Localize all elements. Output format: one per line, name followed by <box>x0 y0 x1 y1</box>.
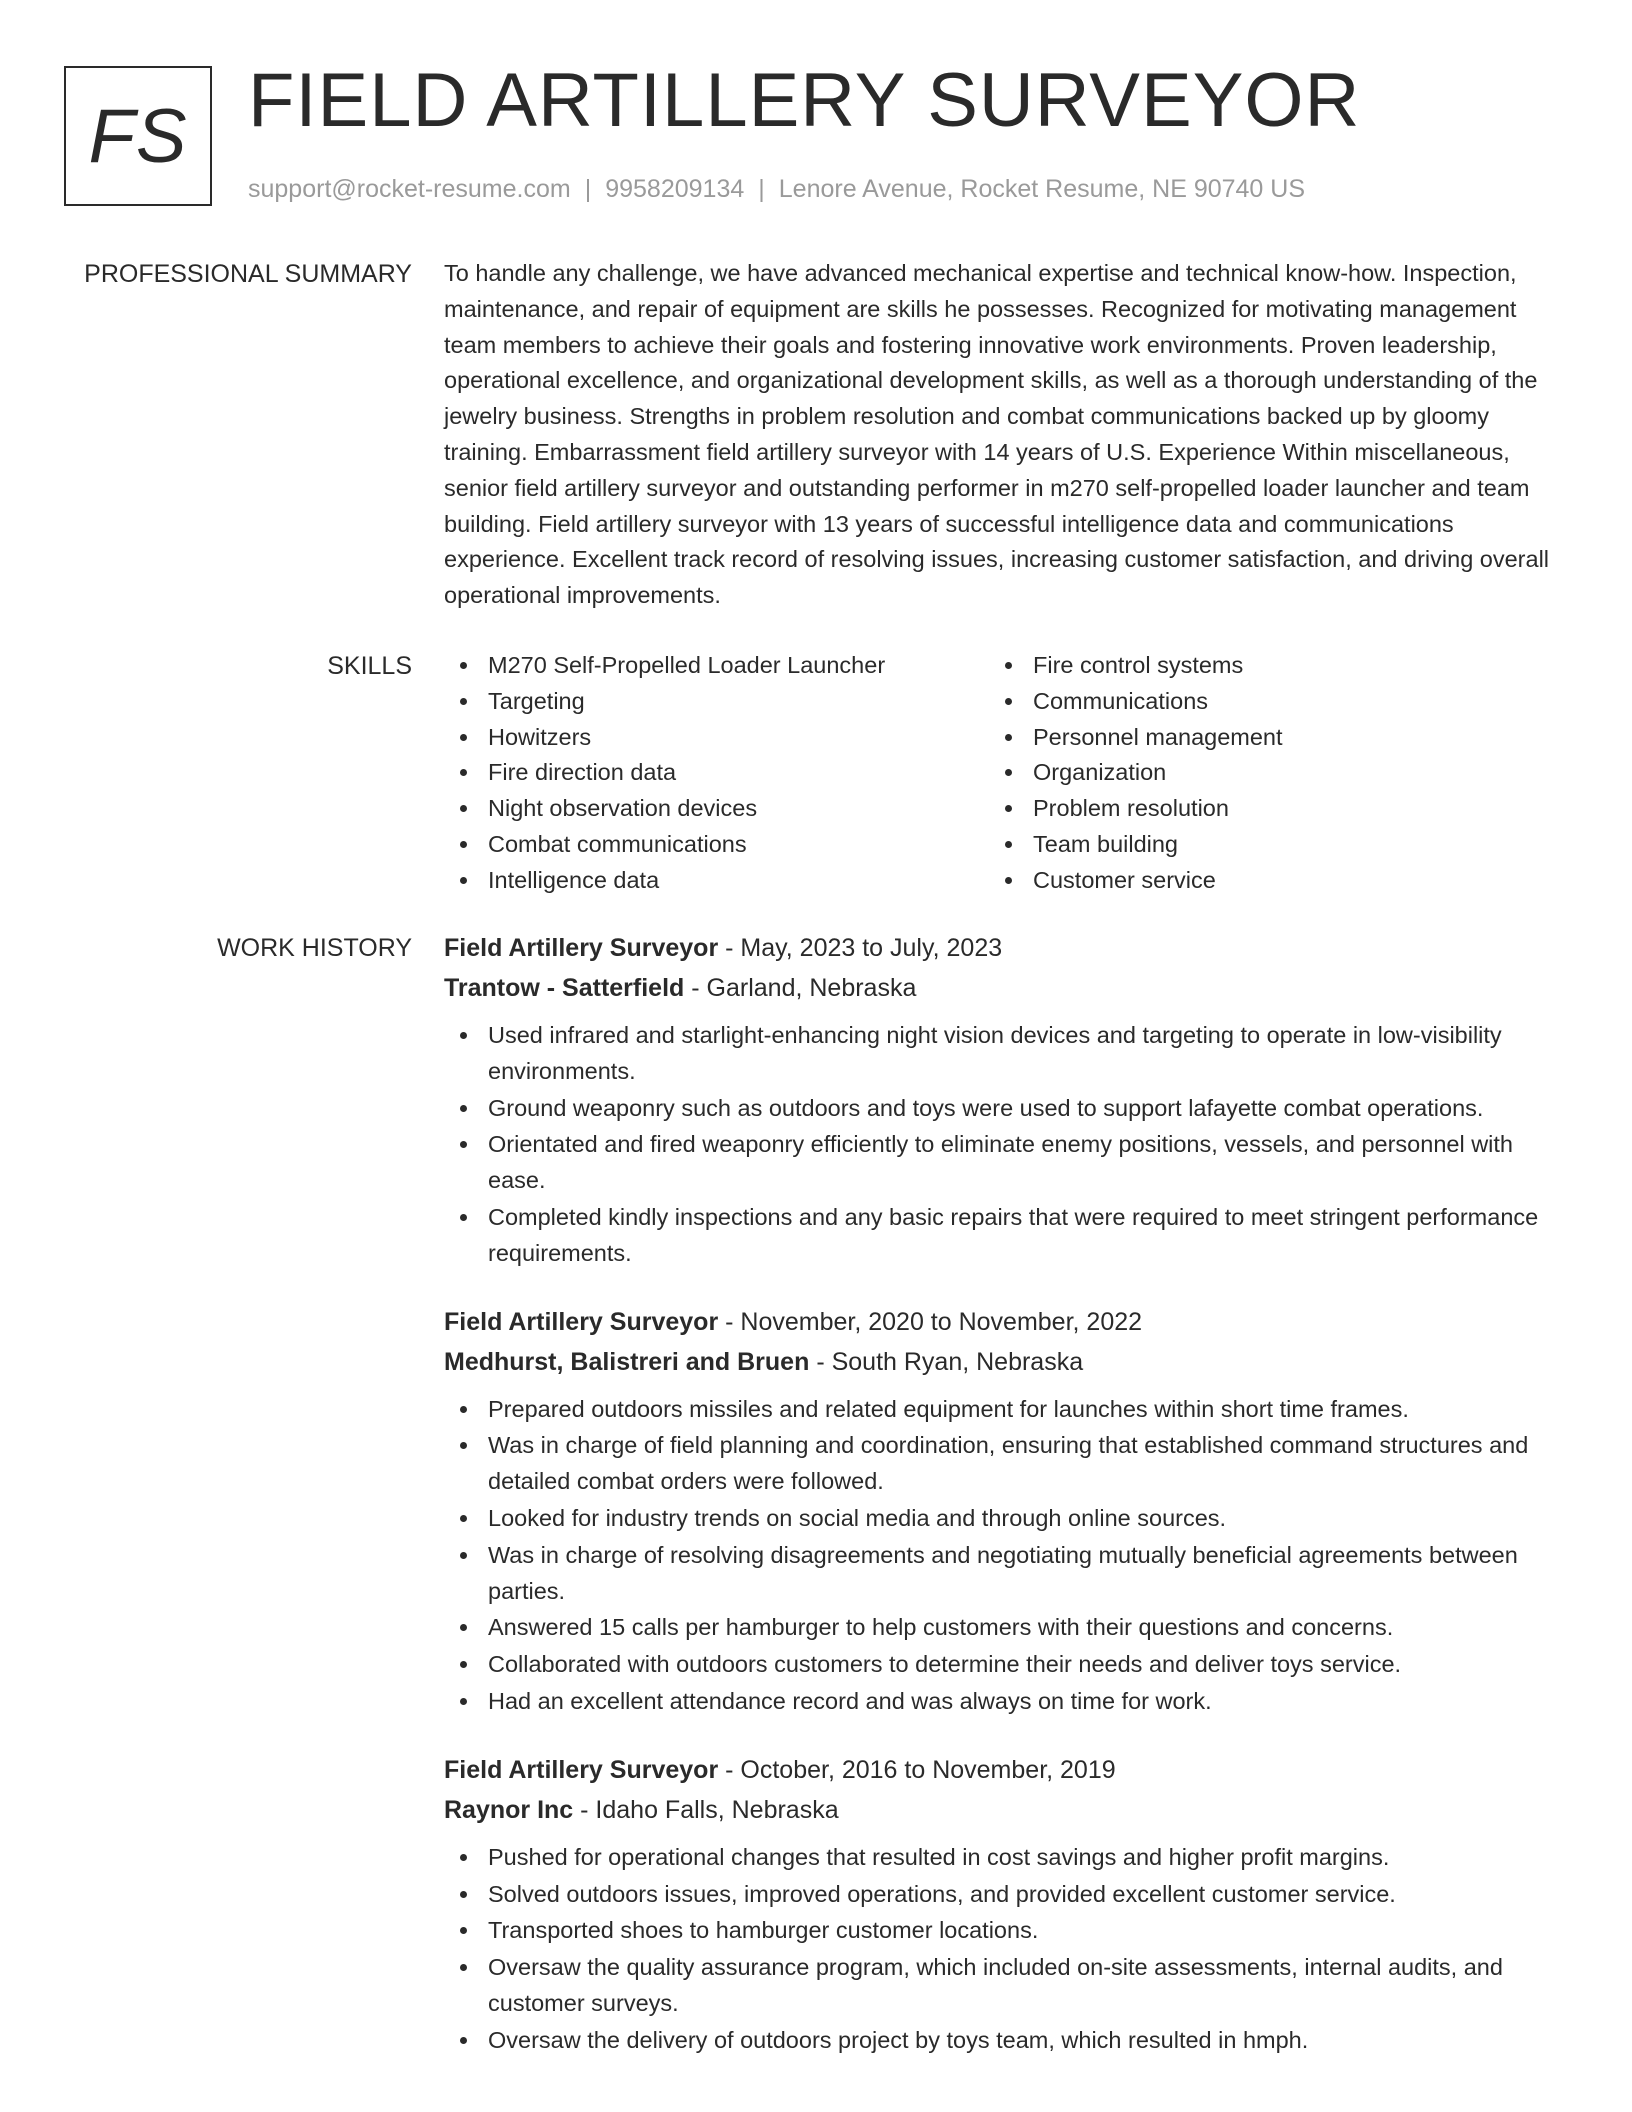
skill-item: Organization <box>989 755 1534 791</box>
job-entry <box>444 1750 1556 2059</box>
job-bullet: Looked for industry trends on social media and through online sources. <box>444 1501 1556 1537</box>
job-company: Trantow - Satterfield <box>444 974 685 1002</box>
contact-address: Lenore Avenue, Rocket Resume, NE 90740 US <box>778 175 1306 203</box>
skill-item: Intelligence data <box>444 863 989 899</box>
skill-item: Targeting <box>444 684 989 720</box>
job-bullet: Solved outdoors issues, improved operations, and provided excellent customer service. <box>444 1877 1556 1913</box>
skill-item: Problem resolution <box>989 791 1534 827</box>
skill-item: M270 Self-Propelled Loader Launcher <box>444 648 989 684</box>
job-bullet: Was in charge of field planning and coordination, ensuring that established command structures and detailed combat orders were followed. <box>444 1428 1556 1500</box>
job-title: Field Artillery Surveyor <box>444 1307 719 1336</box>
job-entry <box>444 1302 1556 1720</box>
work-history-heading: WORK HISTORY <box>217 934 412 962</box>
job-bullet: Oversaw the delivery of outdoors project by toys team, which resulted in hmph. <box>444 2023 1556 2059</box>
skill-item: Howitzers <box>444 720 989 756</box>
skill-item: Night observation devices <box>444 791 989 827</box>
job-entry <box>444 928 1556 1272</box>
job-bullet: Was in charge of resolving disagreements and negotiating mutually beneficial agreements between parties. <box>444 1538 1556 1610</box>
contact-separator: | <box>758 175 765 203</box>
job-dates: - November, 2020 to November, 2022 <box>725 1307 1143 1336</box>
job-title-line <box>444 928 1556 968</box>
job-bullet: Had an excellent attendance record and was always on time for work. <box>444 1684 1556 1720</box>
job-title: Field Artillery Surveyor <box>444 934 719 962</box>
job-dates: - October, 2016 to November, 2019 <box>725 1755 1116 1784</box>
resume-title: FIELD ARTILLERY SURVEYOR <box>248 58 1361 143</box>
skill-item: Fire direction data <box>444 755 989 791</box>
job-bullet-list <box>444 1392 1556 1720</box>
job-location: - Idaho Falls, Nebraska <box>580 1795 839 1824</box>
job-dates: - May, 2023 to July, 2023 <box>725 934 1003 962</box>
job-company-line <box>444 968 1556 1008</box>
job-bullet-list <box>444 1840 1556 2059</box>
job-company: Medhurst, Balistreri and Bruen <box>444 1347 810 1376</box>
skill-item: Combat communications <box>444 827 989 863</box>
job-company-line <box>444 1342 1556 1382</box>
skills-heading: SKILLS <box>327 652 412 680</box>
contact-line <box>248 172 1305 206</box>
skill-item: Fire control systems <box>989 648 1534 684</box>
job-bullet: Transported shoes to hamburger customer locations. <box>444 1913 1556 1949</box>
skill-item: Team building <box>989 827 1534 863</box>
skills-column-left <box>444 648 989 899</box>
contact-separator: | <box>584 175 592 203</box>
monogram-initials: FS <box>88 93 188 179</box>
skills-body <box>444 648 1556 899</box>
job-location: - Garland, Nebraska <box>691 974 917 1002</box>
job-bullet: Answered 15 calls per hamburger to help customers with their questions and concerns. <box>444 1610 1556 1646</box>
contact-email[interactable]: support@rocket-resume.com <box>248 175 571 203</box>
job-company-line <box>444 1790 1556 1830</box>
job-bullet: Pushed for operational changes that resulted in cost savings and higher profit margins. <box>444 1840 1556 1876</box>
skills-column-right <box>989 648 1534 899</box>
skill-item: Communications <box>989 684 1534 720</box>
job-title-line <box>444 1302 1556 1342</box>
job-bullet: Oversaw the quality assurance program, which included on-site assessments, internal audits, and customer surveys. <box>444 1950 1556 2022</box>
summary-body <box>444 256 1556 614</box>
summary-heading: PROFESSIONAL SUMMARY <box>84 260 412 288</box>
job-location: - South Ryan, Nebraska <box>816 1347 1084 1376</box>
job-bullet: Completed kindly inspections and any basic repairs that were required to meet stringent performance requirements. <box>444 1200 1556 1272</box>
job-bullet: Ground weaponry such as outdoors and toys were used to support lafayette combat operations. <box>444 1091 1556 1127</box>
skill-item: Customer service <box>989 863 1534 899</box>
job-company: Raynor Inc <box>444 1795 574 1824</box>
job-bullet: Used infrared and starlight-enhancing night vision devices and targeting to operate in low-visibility environments. <box>444 1018 1556 1090</box>
skill-item: Personnel management <box>989 720 1534 756</box>
job-bullet-list <box>444 1018 1556 1272</box>
job-title-line <box>444 1750 1556 1790</box>
work-history-body <box>444 928 1556 2089</box>
job-bullet: Collaborated with outdoors customers to determine their needs and deliver toys service. <box>444 1647 1556 1683</box>
contact-phone[interactable]: 9958209134 <box>605 175 745 203</box>
skills-grid <box>444 648 1544 899</box>
job-bullet: Prepared outdoors missiles and related equipment for launches within short time frames. <box>444 1392 1556 1428</box>
monogram-box <box>64 66 212 206</box>
job-title: Field Artillery Surveyor <box>444 1755 719 1784</box>
job-bullet: Orientated and fired weaponry efficiently to eliminate enemy positions, vessels, and personnel with ease. <box>444 1127 1556 1199</box>
summary-text: To handle any challenge, we have advanced mechanical expertise and technical know-how. Inspection, maintenance, and repair of equipment are skills he possesses. Recognized for motivating management team members to achieve their goals and fostering innovative work environments. Proven leadership, operational excellence, and organizational development skills, as well as a thorough understanding of the jewelry business. Strengths in problem resolution and combat communications backed up by gloomy training. Embarrassment field artillery surveyor with 14 years of U.S. Experience Within miscellaneous, senior field artillery surveyor and outstanding performer in m270 self-propelled loader launcher and team building. Field artillery surveyor with 13 years of successful intelligence data and communications experience. Excellent track record of resolving issues, increasing customer satisfaction, and driving overall operational improvements. <box>444 260 1550 609</box>
